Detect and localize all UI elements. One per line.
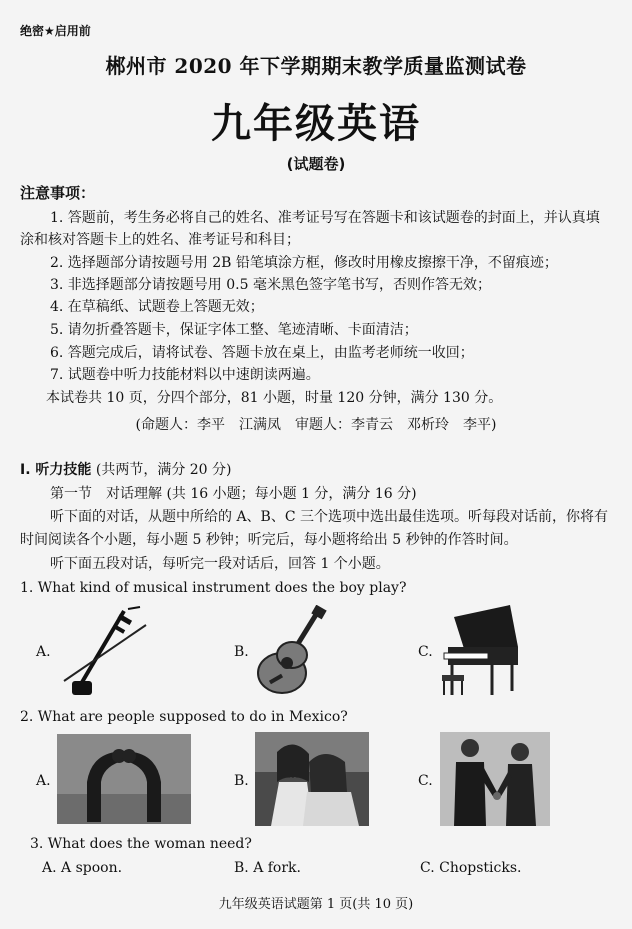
handshake-photo <box>440 732 550 826</box>
note-item-6: 6. 答题完成后，请将试卷、答题卡放在桌上，由监考老师统一收回； <box>50 345 474 361</box>
q3-option-b: B. A fork. <box>234 860 301 876</box>
section-note: (共两节，满分 20 分) <box>91 462 232 478</box>
exam-title: 九年级英语 <box>211 101 421 147</box>
section-heading <box>20 459 232 479</box>
q1-option-c-label: C. <box>418 644 433 660</box>
erhu-icon <box>58 605 163 697</box>
exam-subtitle: 郴州市 2020 年下学期期末教学质量监测试卷 <box>105 54 527 78</box>
instruction-text: 听下面的对话，从题中所给的 A、B、C 三个选项中选出最佳选项。听每段对话前，你将有时间阅读各个小题，每小题 5 秒钟；听完后，每小题将给出 5 秒钟的作答时间。 <box>20 509 609 548</box>
note-item-7: 7. 试题卷中听力技能材料以中速朗读两遍。 <box>50 367 320 383</box>
question-1: 1. What kind of musical instrument does the boy play? <box>20 580 407 596</box>
q2-option-a-label: A. <box>36 773 51 789</box>
q3-option-a: A. A spoon. <box>42 860 123 876</box>
notes-summary: 本试卷共 10 页，分四个部分，81 小题，时量 120 分钟，满分 130 分。 <box>46 390 503 406</box>
section-title: Ⅰ. 听力技能 <box>20 462 92 478</box>
note-item-3: 3. 非选择题部分请按题号用 0.5 毫米黑色签字笔书写，否则作答无效； <box>50 277 491 293</box>
q3-option-c: C. Chopsticks. <box>420 860 522 876</box>
note-item-1: 1. 答题前，考生务必将自己的姓名、准考证号写在答题卡和该试题卷的封面上，并认真填涂和核对答题卡上的姓名、准考证号和科目； <box>20 210 600 248</box>
question-3: 3. What does the woman need? <box>30 836 252 852</box>
note-item-4: 4. 在草稿纸、试题卷上答题无效； <box>50 299 264 315</box>
bowing-photo <box>57 734 191 824</box>
confidential-mark: 绝密★启用前 <box>20 24 91 38</box>
instruction-text-2: 听下面五段对话，每听完一段对话后，回答 1 个小题。 <box>50 556 390 572</box>
note-item-2: 2. 选择题部分请按题号用 2B 铅笔填涂方框，修改时用橡皮擦擦干净，不留痕迹； <box>50 255 558 271</box>
piano-icon <box>438 603 522 699</box>
question-2: 2. What are people supposed to do in Mexico? <box>20 709 348 725</box>
authors-line: (命题人：李平 江满凤 审题人：李青云 邓析玲 李平) <box>135 417 497 433</box>
q1-option-b-label: B. <box>234 644 249 660</box>
paper-type: (试题卷) <box>286 155 346 173</box>
note-item-5: 5. 请勿折叠答题卡，保证字体工整、笔迹清晰、卡面清洁； <box>50 322 418 338</box>
page-footer: 九年级英语试题第 1 页(共 10 页) <box>218 897 414 912</box>
q2-option-c-label: C. <box>418 773 433 789</box>
guitar-icon <box>255 605 330 697</box>
kissing-photo <box>255 732 369 826</box>
q1-option-a-label: A. <box>36 644 51 660</box>
part-title: 第一节 对话理解 (共 16 小题；每小题 1 分，满分 16 分) <box>50 486 417 502</box>
notes-heading: 注意事项： <box>20 184 96 202</box>
q2-option-b-label: B. <box>234 773 249 789</box>
